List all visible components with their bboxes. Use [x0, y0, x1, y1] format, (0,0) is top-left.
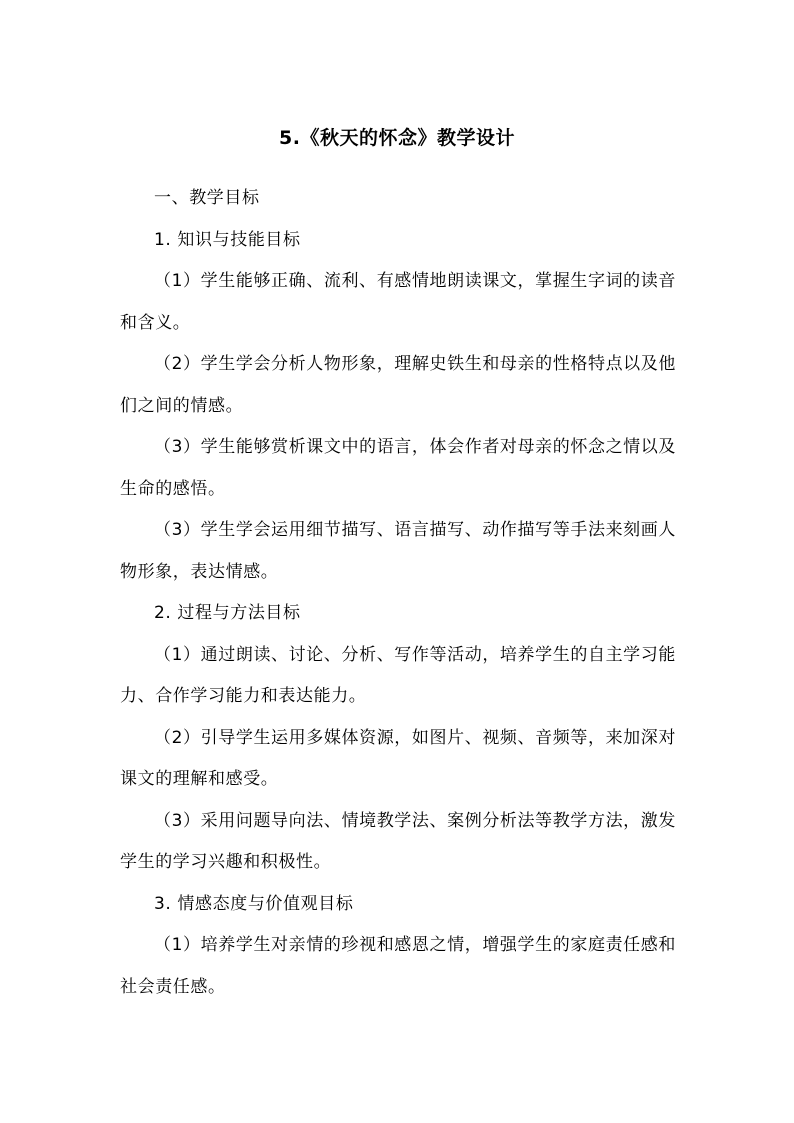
subheading-knowledge-skills: 1. 知识与技能目标	[154, 229, 301, 250]
document-title: 5.《秋天的怀念》教学设计	[279, 127, 515, 149]
paragraph: （2）引导学生运用多媒体资源，如图片、视频、音频等，来加深对课文的理解和感受。	[120, 727, 676, 789]
section-heading-objectives: 一、教学目标	[154, 188, 260, 208]
paragraph: （1）培养学生对亲情的珍视和感恩之情，增强学生的家庭责任感和社会责任感。	[120, 935, 676, 997]
subheading-process-methods: 2. 过程与方法目标	[154, 603, 301, 623]
document-body	[120, 178, 676, 1008]
paragraph: （2）学生学会分析人物形象，理解史铁生和母亲的性格特点以及他们之间的情感。	[120, 354, 676, 416]
subheading-emotion-values: 3. 情感态度与价值观目标	[154, 893, 354, 914]
paragraph: （3）采用问题导向法、情境教学法、案例分析法等教学方法，激发学生的学习兴趣和积极性。	[120, 810, 676, 872]
paragraph: （3）学生能够赏析课文中的语言，体会作者对母亲的怀念之情以及生命的感悟。	[120, 437, 676, 499]
paragraph: （1）学生能够正确、流利、有感情地朗读课文，掌握生字词的读音和含义。	[120, 271, 676, 333]
paragraph: （3）学生学会运用细节描写、语言描写、动作描写等手法来刻画人物形象，表达情感。	[120, 520, 676, 582]
paragraph: （1）通过朗读、讨论、分析、写作等活动，培养学生的自主学习能力、合作学习能力和表达能力。	[120, 644, 676, 706]
